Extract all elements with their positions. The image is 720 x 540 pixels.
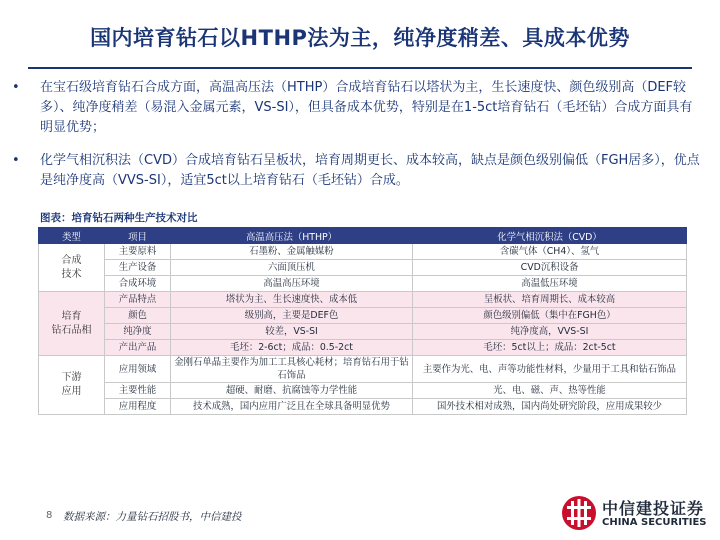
table-row [39,276,687,292]
table-row [39,260,687,276]
group-synthesis: 合成 技术 [39,244,105,292]
row-cvd: 纯净度高，VVS-SI [413,324,687,340]
row-hthp: 石墨粉、金属触媒粉 [171,244,413,260]
table-row [39,399,687,415]
table-row [39,292,687,308]
row-hthp: 金刚石单晶主要作为加工工具核心耗材；培育钻石用于钻石饰品 [171,356,413,383]
row-cvd: 颜色级别偏低（集中在FGH色） [413,308,687,324]
row-hthp: 技术成熟，国内应用广泛且在全球具备明显优势 [171,399,413,415]
table-row [39,308,687,324]
page-title: 国内培育钻石以HTHP法为主，纯净度稍差、具成本优势 [90,26,630,50]
table-row [39,340,687,356]
row-item: 应用领域 [105,356,171,383]
title-divider [28,67,692,69]
bullet-text-hthp: 在宝石级培育钻石合成方面，高温高压法（HTHP）合成培育钻石以塔状为主，生长速度快、颜色级别高（DEF较多）、纯净度稍差（易混入金属元素，VS-SI），但具备成本优势，特别是在1-5ct培育钻石（毛坯钻）合成方面具有明显优势； [40,80,693,135]
bullet-list [12,78,702,204]
row-hthp: 较差，VS-SI [171,324,413,340]
bullet-text-cvd: 化学气相沉积法（CVD）合成培育钻石呈板状，培育周期更长、成本较高，缺点是颜色级别偏低（FGH居多），优点是纯净度高（VVS-SI），适宜5ct以上培育钻石（毛坯钻）合成。 [40,153,700,188]
row-item: 生产设备 [105,260,171,276]
header-type: 类型 [39,228,105,244]
row-cvd: 毛坯：5ct以上；成品：2ct-5ct [413,340,687,356]
source-note: 数据来源：力量钻石招股书，中信建投 [63,511,242,523]
row-item: 颜色 [105,308,171,324]
header-cvd: 化学气相沉积法（CVD） [413,228,687,244]
row-hthp: 高温高压环境 [171,276,413,292]
row-cvd: 国外技术相对成熟，国内尚处研究阶段，应用成果较少 [413,399,687,415]
table-row [39,244,687,260]
bullet-item [12,151,702,191]
citic-logo-icon [561,495,597,531]
row-cvd: 呈板状、培育周期长、成本较高 [413,292,687,308]
row-hthp: 塔状为主、生长速度快、成本低 [171,292,413,308]
group-product: 培育 钻石品相 [39,292,105,356]
row-hthp: 六面顶压机 [171,260,413,276]
bullet-item [12,78,702,138]
row-hthp: 超硬、耐磨、抗腐蚀等力学性能 [171,383,413,399]
bullet-marker: • [12,80,20,95]
row-item: 主要原料 [105,244,171,260]
company-logo [561,493,706,533]
table-row [39,324,687,340]
logo-name-en: CHINA SECURITIES [602,517,707,528]
table-row [39,383,687,399]
row-hthp: 毛坯：2-6ct；成品：0.5-2ct [171,340,413,356]
row-item: 产出产品 [105,340,171,356]
row-cvd: 主要作为光、电、声等功能性材料，少量用于工具和钻石饰品 [413,356,687,383]
row-hthp: 级别高，主要是DEF色 [171,308,413,324]
figure-caption: 图表：培育钻石两种生产技术对比 [40,212,198,224]
row-item: 应用程度 [105,399,171,415]
group-downstream: 下游 应用 [39,356,105,415]
row-item: 产品特点 [105,292,171,308]
table-header-row [39,228,687,244]
header-item: 项目 [105,228,171,244]
header-hthp: 高温高压法（HTHP） [171,228,413,244]
row-item: 主要性能 [105,383,171,399]
row-cvd: 光、电、磁、声、热等性能 [413,383,687,399]
row-item: 纯净度 [105,324,171,340]
bullet-marker: • [12,153,20,168]
page-number: 8 [46,510,53,521]
row-cvd: 高温低压环境 [413,276,687,292]
logo-name-cn: 中信建投证券 [602,499,705,518]
row-cvd: 含碳气体（CH4）、氢气 [413,244,687,260]
row-cvd: CVD沉积设备 [413,260,687,276]
row-item: 合成环境 [105,276,171,292]
comparison-table [38,227,687,415]
table-row [39,356,687,383]
